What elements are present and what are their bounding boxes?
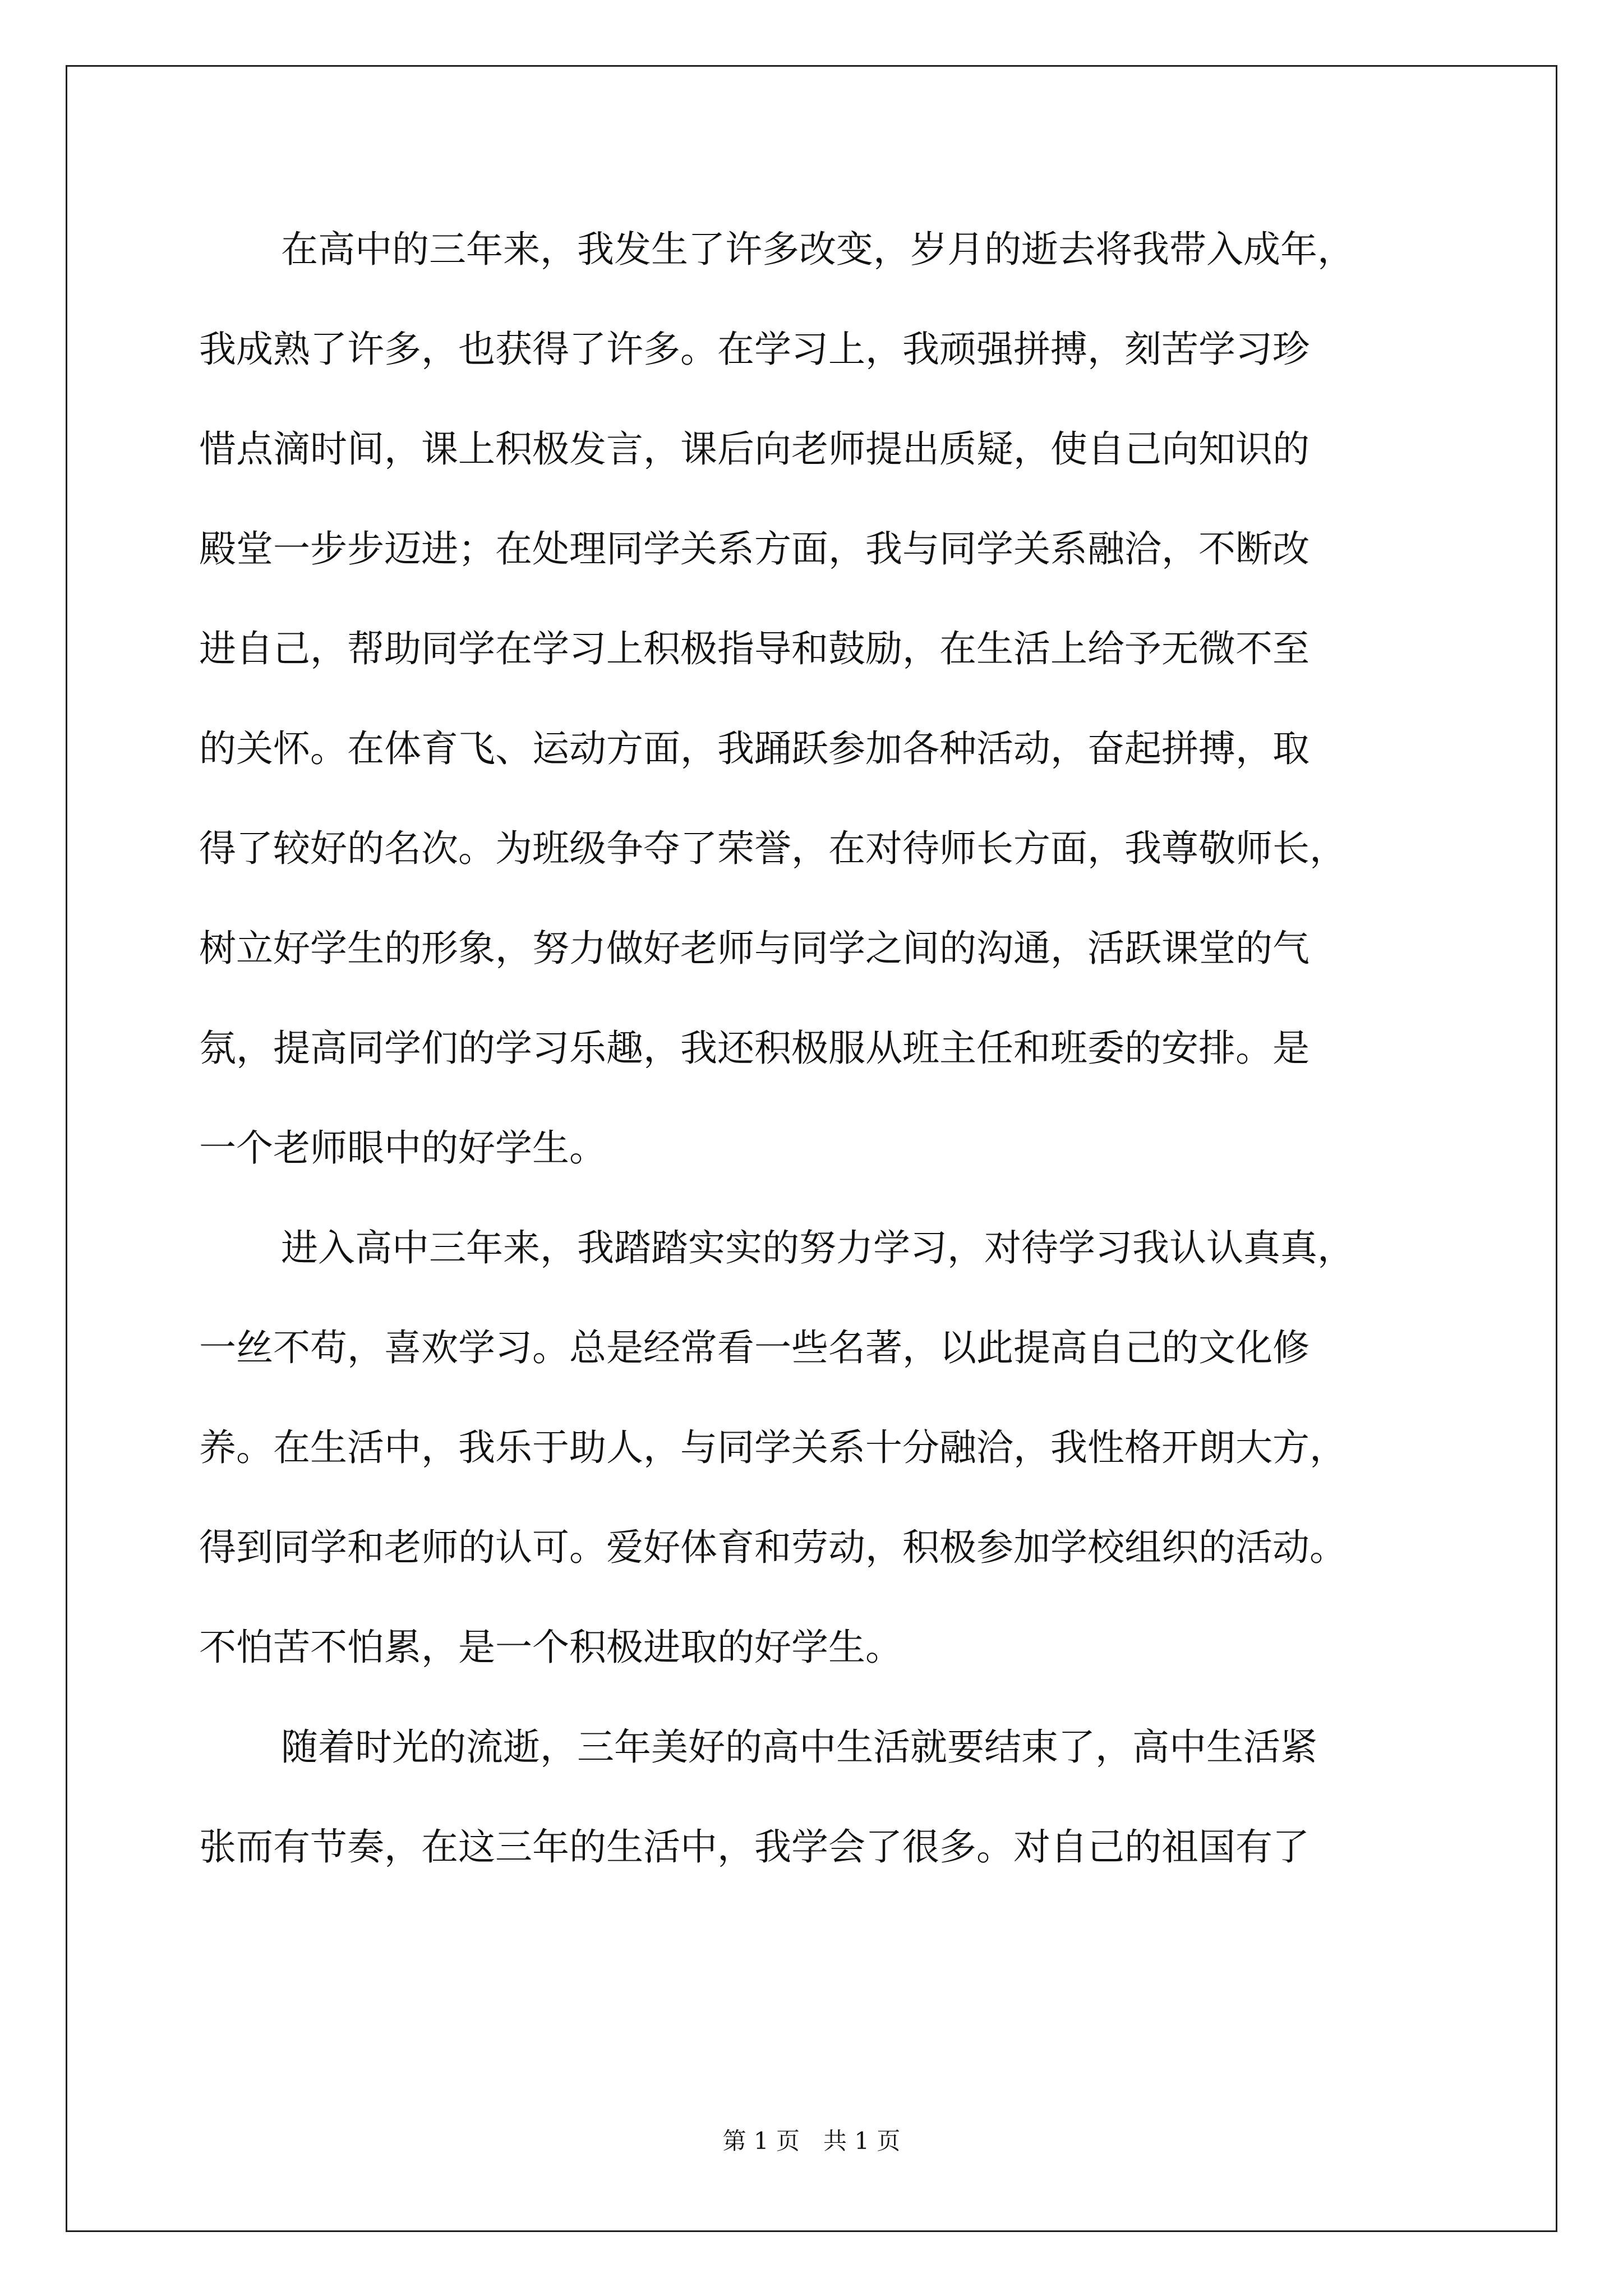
paragraph-line: 树立好学生的形象，努力做好老师与同学之间的沟通，活跃课堂的气 xyxy=(199,927,1310,970)
paragraph-line: 养。在生活中，我乐于助人，与同学关系十分融洽，我性格开朗大方， xyxy=(199,1426,1347,1469)
paragraph-line: 随着时光的流逝，三年美好的高中生活就要结束了，高中生活紧 xyxy=(281,1726,1317,1769)
paragraph-1 xyxy=(199,213,1427,1212)
paragraph-line: 一丝不苟，喜欢学习。总是经常看一些名著，以此提高自己的文化修 xyxy=(199,1326,1310,1369)
document-body xyxy=(199,213,1427,1911)
paragraph-line: 的关怀。在体育飞、运动方面，我踊跃参加各种活动，奋起拼搏，取 xyxy=(199,727,1310,770)
paragraph-3 xyxy=(199,1711,1427,1911)
paragraph-line: 得了较好的名次。为班级争夺了荣誉，在对待师长方面，我尊敬师长， xyxy=(199,827,1347,870)
paragraph-line: 我成熟了许多，也获得了许多。在学习上，我顽强拼搏，刻苦学习珍 xyxy=(199,328,1310,371)
paragraph-line: 不怕苦不怕累，是一个积极进取的好学生。 xyxy=(199,1626,902,1669)
paragraph-line: 得到同学和老师的认可。爱好体育和劳动，积极参加学校组织的活动。 xyxy=(199,1526,1347,1569)
paragraph-line: 张而有节奏，在这三年的生活中，我学会了很多。对自己的祖国有了 xyxy=(199,1825,1310,1869)
paragraph-line: 在高中的三年来，我发生了许多改变，岁月的逝去将我带入成年， xyxy=(281,228,1354,271)
paragraph-2 xyxy=(199,1212,1427,1711)
paragraph-line: 殿堂一步步迈进；在处理同学关系方面，我与同学关系融洽，不断改 xyxy=(199,527,1310,570)
paragraph-line: 一个老师眼中的好学生。 xyxy=(199,1126,606,1170)
paragraph-line: 进自己，帮助同学在学习上积极指导和鼓励，在生活上给予无微不至 xyxy=(199,627,1310,670)
paragraph-line: 进入高中三年来，我踏踏实实的努力学习，对待学习我认认真真， xyxy=(281,1226,1354,1269)
page-footer: 第 1 页 共 1 页 xyxy=(722,2127,901,2155)
paragraph-line: 惜点滴时间，课上积极发言，课后向老师提出质疑，使自己向知识的 xyxy=(199,427,1310,471)
paragraph-line: 氛，提高同学们的学习乐趣，我还积极服从班主任和班委的安排。是 xyxy=(199,1027,1310,1070)
